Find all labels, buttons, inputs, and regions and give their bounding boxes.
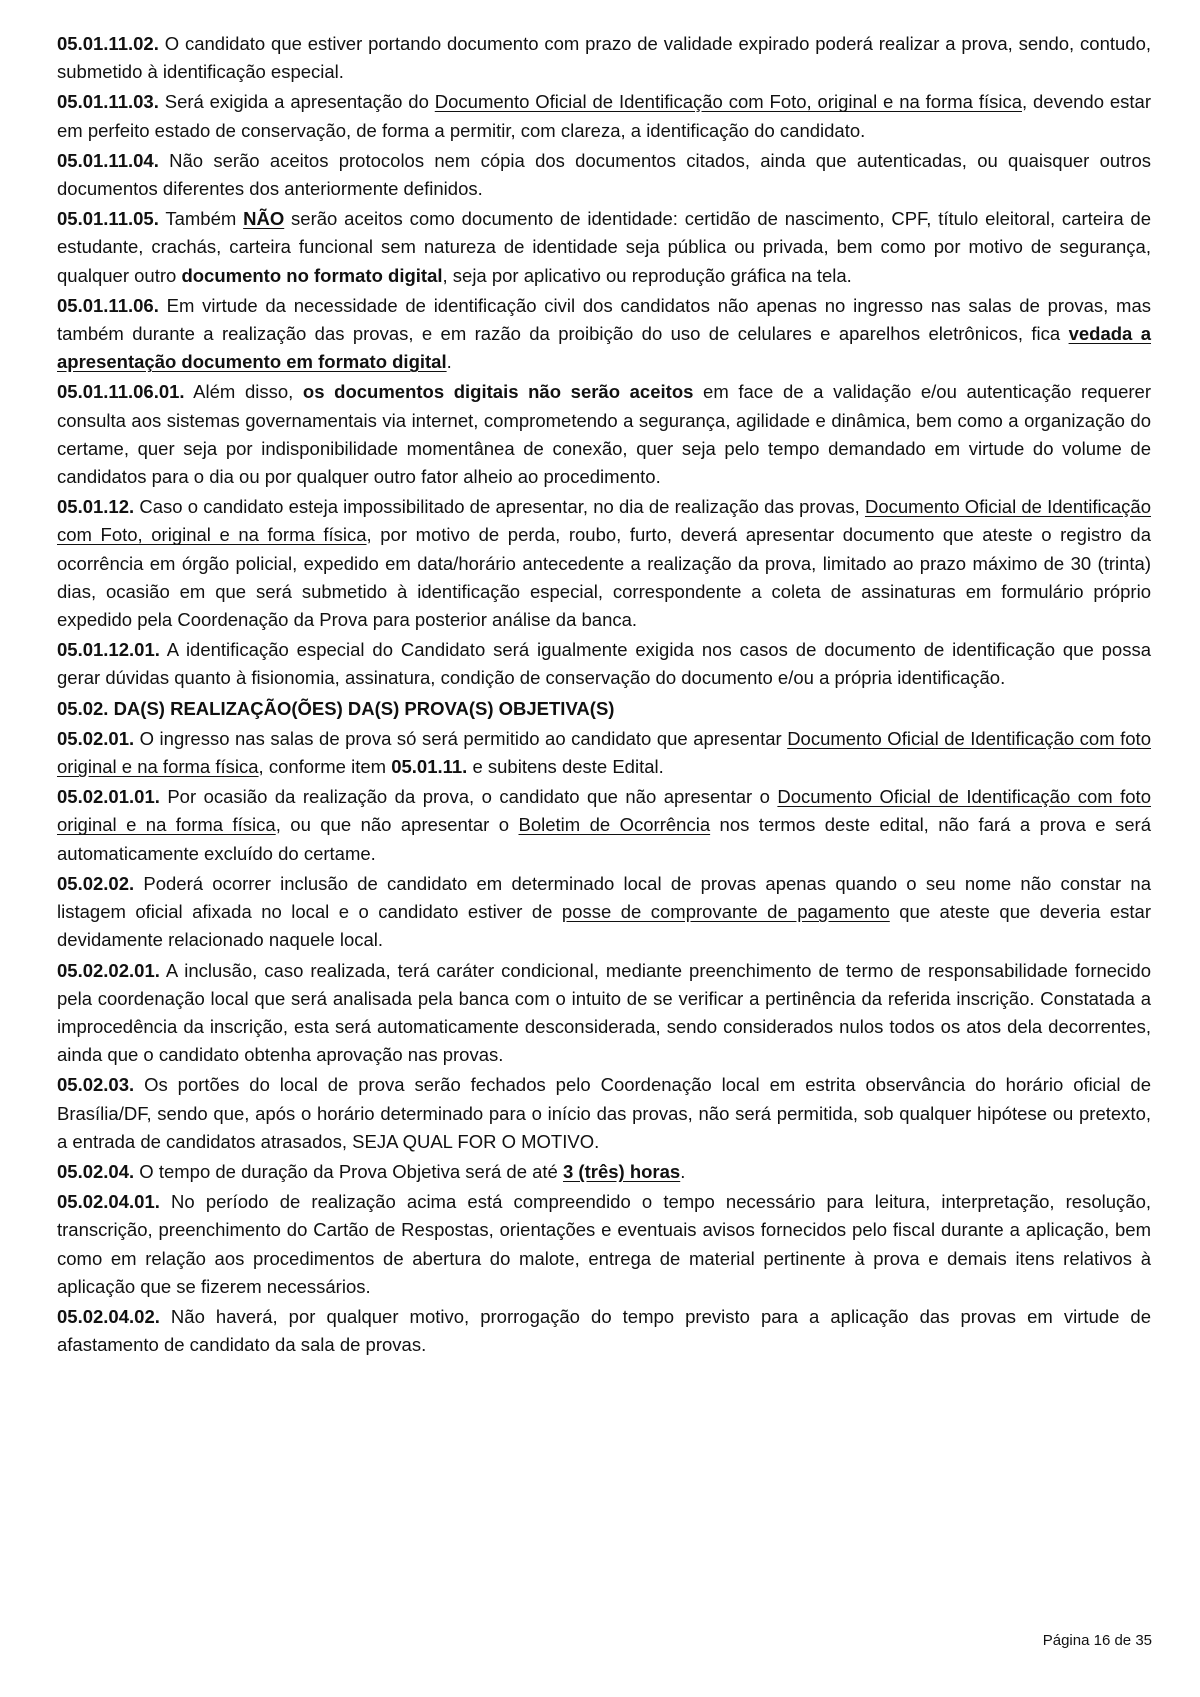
clause-paragraph xyxy=(57,493,1151,634)
clause-number: 05.01.12. xyxy=(57,496,135,518)
clause-text: , seja por aplicativo ou reprodução gráfica na tela. xyxy=(442,264,852,286)
clause-paragraph xyxy=(57,1303,1151,1359)
clause-text: Também xyxy=(158,208,244,230)
clause-text: que ateste que deveria estar devidamente relacionado naquele local. xyxy=(57,901,1151,951)
clause-number: 05.02.01. xyxy=(57,727,135,749)
clause-text: 05.01.11. xyxy=(391,756,468,778)
clause-number: 05.02.01.01. xyxy=(57,786,160,808)
emphasized-text: posse de comprovante de pagamento xyxy=(561,901,890,923)
clause-number: 05.02.04. xyxy=(57,1160,135,1182)
clause-paragraph xyxy=(57,783,1151,868)
clause-number: 05.02.02. xyxy=(57,872,135,894)
clause-text: Caso o candidato esteja impossibilitado de apresentar, no dia de realização das provas, xyxy=(134,496,865,518)
clause-text: Os portões do local de prova serão fechados pelo Coordenação local em estrita observância do horário oficial de Brasília/DF, sendo que, após o horário determinado para o início das provas, não será permitida, sob qualquer hipótese ou pretexto, a entrada de candidatos atrasados, SEJA QUAL FOR O MOTIVO. xyxy=(57,1074,1151,1152)
clause-number: 05.01.11.04. xyxy=(57,149,159,171)
clause-text: A identificação especial do Candidato será igualmente exigida nos casos de documento de identificação que possa gerar dúvidas quanto à fisionomia, assinatura, condição de conservação do documento e/ou a própria identificação. xyxy=(57,639,1151,689)
clause-text: , ou que não apresentar o xyxy=(275,814,519,836)
clause-paragraph xyxy=(57,205,1151,290)
clause-text: . xyxy=(680,1160,686,1182)
clause-paragraph xyxy=(57,147,1151,203)
clause-text: A inclusão, caso realizada, terá caráter condicional, mediante preenchimento de termo de responsabilidade fornecido pela coordenação local que será analisada pela banca com o intuito de se verificar a pertinência da referida inscrição. Constatada a improcedência da inscrição, esta será automaticamente desconsiderada, sendo considerados nulos todos os atos dela decorrentes, ainda que o candidato obtenha aprovação nas provas. xyxy=(57,959,1151,1066)
clause-text: serão aceitos como documento de identidade: certidão de nascimento, CPF, título eleitoral, carteira de estudante, crachás, carteira funcional sem natureza de identidade seja pública ou privada, bem como por motivo de segurança, qualquer outro xyxy=(57,208,1151,286)
clause-text: No período de realização acima está compreendido o tempo necessário para leitura, interpretação, resolução, transcrição, preenchimento do Cartão de Respostas, orientações e eventuais avisos fornecidos pelo fiscal durante a aplicação, bem como em relação aos procedimentos de abertura do malote, entrega de material pertinente à prova e demais itens relativos à aplicação que se fizerem necessários. xyxy=(57,1191,1151,1297)
emphasized-text: NÃO xyxy=(243,208,285,230)
clause-text: , devendo estar em perfeito estado de conservação, de forma a permitir, com clareza, a identificação do candidato. xyxy=(57,91,1151,141)
clause-number: 05.01.11.05. xyxy=(57,208,159,230)
clause-text: O candidato que estiver portando documento com prazo de validade expirado poderá realizar a prova, sendo, contudo, submetido à identificação especial. xyxy=(57,33,1151,83)
clause-text: e subitens deste Edital. xyxy=(467,756,664,778)
clause-text: Além disso, xyxy=(184,381,303,403)
emphasized-text: Documento Oficial de Identificação com foto original e na forma física xyxy=(57,727,1151,778)
clause-text: O ingresso nas salas de prova só será permitido ao candidato que apresentar xyxy=(134,727,788,749)
clause-text: , por motivo de perda, roubo, furto, deverá apresentar documento que ateste o registro da ocorrência em órgão policial, expedido em data/horário antecedente a realização da prova, limitado ao prazo máximo de 30 (trinta) dias, ocasião em que será submetido à identificação especial, correspondente a coleta de assinaturas em formulário próprio expedido pela Coordenação da Prova para posterior análise da banca. xyxy=(57,524,1151,631)
clause-number: 05.02.04.01. xyxy=(57,1191,160,1213)
document-page xyxy=(57,30,1151,1361)
clause-number: 05.01.11.02. xyxy=(57,33,159,54)
clause-paragraph xyxy=(57,378,1151,491)
clause-number: 05.01.11.06.01. xyxy=(57,381,185,403)
clause-paragraph xyxy=(57,1188,1151,1301)
clause-text: Será exigida a apresentação do xyxy=(158,91,435,113)
emphasized-text: vedada a apresentação documento em formato digital xyxy=(57,323,1151,373)
clause-number: 05.02.02.01. xyxy=(57,959,160,981)
clause-text: em face de a validação e/ou autenticação requerer consulta aos sistemas governamentais via internet, comprometendo a segurança, agilidade e dinâmica, bem como a organização do certame, quer seja por indisponibilidade momentânea de conexão, quer seja pelo tempo demandado em virtude do volume de candidatos para o dia ou por qualquer outro fator alheio ao procedimento. xyxy=(57,381,1151,488)
clause-text: O tempo de duração da Prova Objetiva será de até xyxy=(134,1160,563,1182)
clause-number: 05.01.11.06. xyxy=(57,294,159,316)
clause-text: Em virtude da necessidade de identificação civil dos candidatos não apenas no ingresso nas salas de provas, mas também durante a realização das provas, e em razão da proibição do uso de celulares e aparelhos eletrônicos, fica xyxy=(57,294,1151,345)
clause-text: nos termos deste edital, não fará a prova e será automaticamente excluído do certame. xyxy=(57,814,1151,864)
clause-paragraph xyxy=(57,957,1151,1070)
clause-text: Não haverá, por qualquer motivo, prorrogação do tempo previsto para a aplicação das provas em virtude de afastamento de candidato da sala de provas. xyxy=(57,1305,1151,1356)
emphasized-text: Boletim de Ocorrência xyxy=(518,814,711,836)
clause-paragraph xyxy=(57,1158,1151,1186)
clause-text: . xyxy=(446,351,452,373)
clause-paragraph xyxy=(57,725,1151,781)
clause-text: Não serão aceitos protocolos nem cópia dos documentos citados, ainda que autenticadas, ou quaisquer outros documentos diferentes dos anteriormente definidos. xyxy=(57,149,1151,200)
clause-paragraph xyxy=(57,636,1151,692)
emphasized-text: Documento Oficial de Identificação com Foto, original e na forma física xyxy=(434,91,1022,113)
clause-paragraph xyxy=(57,30,1151,86)
clause-paragraph xyxy=(57,88,1151,144)
clause-text: , conforme item xyxy=(258,756,392,778)
clause-text: Por ocasião da realização da prova, o candidato que não apresentar o xyxy=(159,786,778,808)
clause-paragraph xyxy=(57,870,1151,955)
clause-text: os documentos digitais não serão aceitos xyxy=(302,381,694,403)
emphasized-text: Documento Oficial de Identificação com foto original e na forma física xyxy=(57,786,1151,836)
clause-number: 05.02.04.02. xyxy=(57,1305,160,1327)
page-number: Página 16 de 35 xyxy=(1042,1632,1152,1649)
clause-number: 05.01.12.01. xyxy=(57,639,160,661)
section-heading: 05.02. DA(S) REALIZAÇÃO(ÕES) DA(S) PROVA(S) OBJETIVA(S) xyxy=(57,697,615,719)
clause-text: Poderá ocorrer inclusão de candidato em determinado local de provas apenas quando o seu nome não constar na listagem oficial afixada no local e o candidato estiver de xyxy=(57,872,1151,923)
emphasized-text: Documento Oficial de Identificação com Foto, original e na forma física xyxy=(57,496,1151,546)
emphasized-text: 3 (três) horas xyxy=(563,1160,681,1182)
clause-paragraph xyxy=(57,1071,1151,1156)
clause-paragraph xyxy=(57,292,1151,377)
clause-number: 05.01.11.03. xyxy=(57,91,159,113)
clause-number: 05.02.03. xyxy=(57,1074,135,1096)
clause-text: documento no formato digital xyxy=(181,264,443,286)
